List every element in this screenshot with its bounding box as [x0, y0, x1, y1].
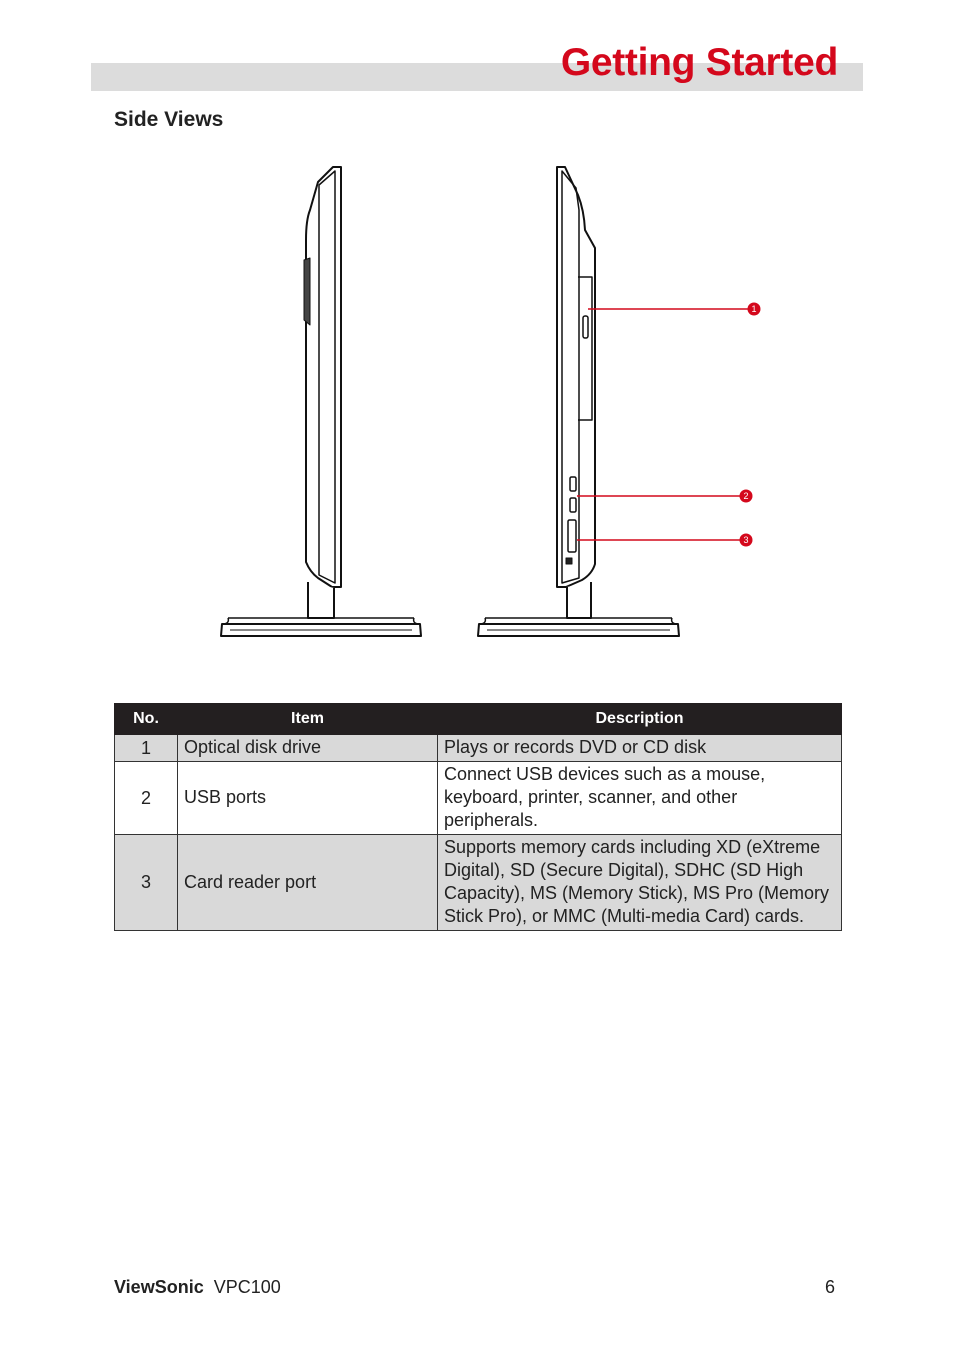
page-number: 6	[824, 1277, 835, 1297]
row-item: Optical disk drive	[178, 735, 438, 762]
model-name: VPC100	[213, 1277, 281, 1297]
footer-brand	[114, 1277, 281, 1298]
right-side-view	[478, 167, 679, 636]
table-header-row	[115, 704, 842, 735]
callout-lines	[577, 309, 749, 540]
callout-number-1: 1	[751, 304, 757, 314]
brand-name: ViewSonic	[114, 1277, 204, 1297]
row-description: Connect USB devices such as a mouse, keyboard, printer, scanner, and other peripherals.	[438, 762, 842, 835]
row-item: Card reader port	[178, 835, 438, 931]
column-header-item: Item	[178, 704, 438, 735]
table-row	[115, 735, 842, 762]
side-views-table	[114, 703, 842, 931]
row-number: 3	[115, 835, 178, 931]
row-item: USB ports	[178, 762, 438, 835]
section-heading: Side Views	[114, 108, 224, 131]
callout-markers	[740, 303, 761, 547]
page-title: Getting Started	[560, 41, 838, 84]
row-number: 2	[115, 762, 178, 835]
column-header-description: Description	[438, 704, 842, 735]
callout-number-3: 3	[743, 535, 749, 545]
callout-number-2: 2	[743, 491, 749, 501]
row-description: Plays or records DVD or CD disk	[438, 735, 842, 762]
left-side-view	[221, 167, 421, 636]
column-header-no: No.	[115, 704, 178, 735]
table-row	[115, 835, 842, 931]
row-description: Supports memory cards including XD (eXtreme Digital), SD (Secure Digital), SDHC (SD High Capacity), MS (Memory Stick), MS Pro (Memory Stick Pro), or MMC (Multi-media Card) cards.	[438, 835, 842, 931]
row-number: 1	[115, 735, 178, 762]
table-row	[115, 762, 842, 835]
side-views-figure	[200, 150, 800, 660]
